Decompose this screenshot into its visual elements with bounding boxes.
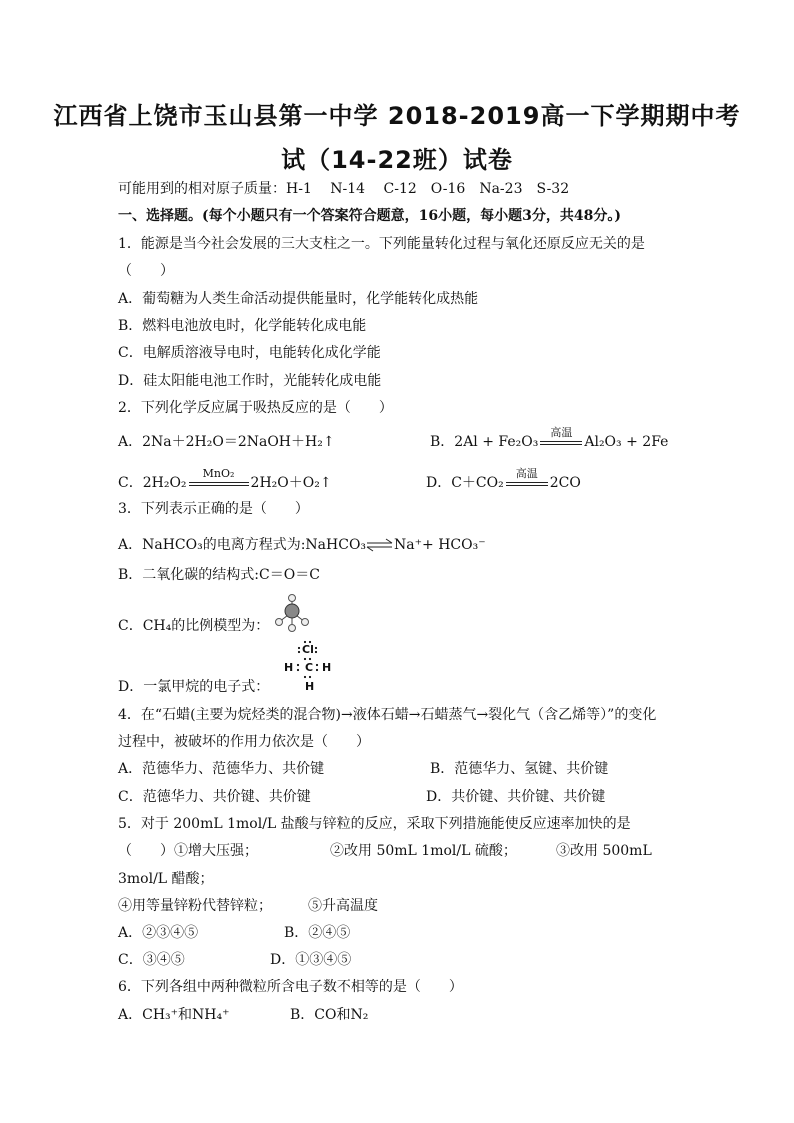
q5-option-5: ⑤升高温度 [308,898,378,914]
q1-option-b: B．燃料电池放电时，化学能转化成电能 [118,318,367,334]
q3-option-a-ions: Na⁺+ HCO₃⁻ [394,537,486,553]
q6-stem: 6．下列各组中两种微粒所含电子数不相等的是（ ） [118,979,463,995]
q2-option-d-label: D．C＋CO₂ [426,475,504,491]
q3-option-b: B．二氧化碳的结构式:C＝O＝C [118,567,320,583]
q6-option-a: A．CH₃⁺和NH₄⁺ [118,1007,230,1023]
q1-option-c: C．电解质溶液导电时，电能转化成化学能 [118,345,381,361]
q2-option-c-label: C．2H₂O₂ [118,475,187,491]
lewis-h-right: H [322,661,332,674]
q5-option-1: （ ）①增大压强； [118,843,258,859]
q3-option-a-text: A．NaHCO₃的电离方程式为:NaHCO₃ [118,537,367,553]
ch4-space-filling-model [274,594,310,634]
q4-option-a: A．范德华力、范德华力、共价键 [118,761,325,777]
q1-option-a: A．葡萄糖为人类生命活动提供能量时，化学能转化成热能 [118,291,479,307]
lewis-cl: Cl [302,643,314,656]
atomic-masses: 可能用到的相对原子质量：H-1 N-14 C-12 O-16 Na-23 S-32 [118,181,570,197]
q2-option-a: A．2Na＋2H₂O＝2NaOH＋H₂↑ [118,434,335,450]
q4-stem-line2: 过程中，被破坏的作用力依次是（ ） [118,734,370,750]
q2-stem: 2．下列化学反应属于吸热反应的是（ ） [118,400,393,416]
q5-choice-b: B．②④⑤ [284,925,351,941]
q2-option-d [426,467,581,492]
page-title-line2: 试（14-22班）试卷 [281,146,513,174]
q5-option-4: ④用等量锌粉代替锌粒； [118,898,272,914]
q5-choice-d: D．①③④⑤ [270,952,352,968]
q5-option-2: ②改用 50mL 1mol/L 硫酸； [330,843,517,859]
q6-option-b: B．CO和N₂ [290,1007,369,1023]
q1-option-d: D．硅太阳能电池工作时，光能转化成电能 [118,373,382,389]
lewis-c: C [305,661,314,674]
q1-stem: 1．能源是当今社会发展的三大支柱之一。下列能量转化过程与氧化还原反应无关的是 [118,236,645,252]
chloromethane-lewis-structure [282,640,334,694]
q3-stem: 3．下列表示正确的是（ ） [118,501,309,517]
q2-option-c-product: 2H₂O＋O₂↑ [250,475,332,491]
q4-option-d: D．共价键、共价键、共价键 [426,789,606,805]
lewis-h-left: H [284,661,294,674]
reversible-arrow-icon [366,536,394,554]
q5-choice-a: A．②③④⑤ [118,925,199,941]
q2-option-d-product: 2CO [549,475,581,491]
q3-option-a [118,536,486,554]
q2-option-b-product: Al₂O₃ + 2Fe [584,434,669,450]
reaction-condition-arrow [504,467,550,492]
q1-blank: （ ） [118,263,174,279]
condition-label: MnO₂ [202,467,235,480]
q2-option-c [118,467,332,492]
q5-option-3-cont: 3mol/L 醋酸； [118,871,214,887]
q4-option-b: B．范德华力、氢键、共价键 [430,761,609,777]
page-title-line1: 江西省上饶市玉山县第一中学 2018-2019高一下学期期中考 [53,102,741,130]
condition-label: 高温 [550,426,573,439]
q3-option-d: D．一氯甲烷的电子式： [118,679,270,695]
q5-stem: 5．对于 200mL 1mol/L 盐酸与锌粒的反应，采取下列措施能使反应速率加快的是 [118,816,631,832]
section-heading: 一、选择题。(每个小题只有一个答案符合题意，16小题，每小题3分，共48分。) [118,208,621,224]
lewis-h-bottom: H [305,680,315,693]
reaction-condition-arrow [187,467,251,492]
q2-option-b [430,426,669,451]
q2-option-b-label: B．2Al + Fe₂O₃ [430,434,539,450]
q5-choice-c: C．③④⑤ [118,952,185,968]
condition-label: 高温 [515,467,538,480]
q4-stem-line1: 4．在“石蜡(主要为烷烃类的混合物)→液体石蜡→石蜡蒸气→裂化气（含乙烯等）”的变化 [118,707,657,723]
q3-option-c: C．CH₄的比例模型为： [118,618,270,634]
q4-option-c: C．范德华力、共价键、共价键 [118,789,311,805]
q5-option-3: ③改用 500mL [556,843,652,859]
reaction-condition-arrow [538,426,584,451]
